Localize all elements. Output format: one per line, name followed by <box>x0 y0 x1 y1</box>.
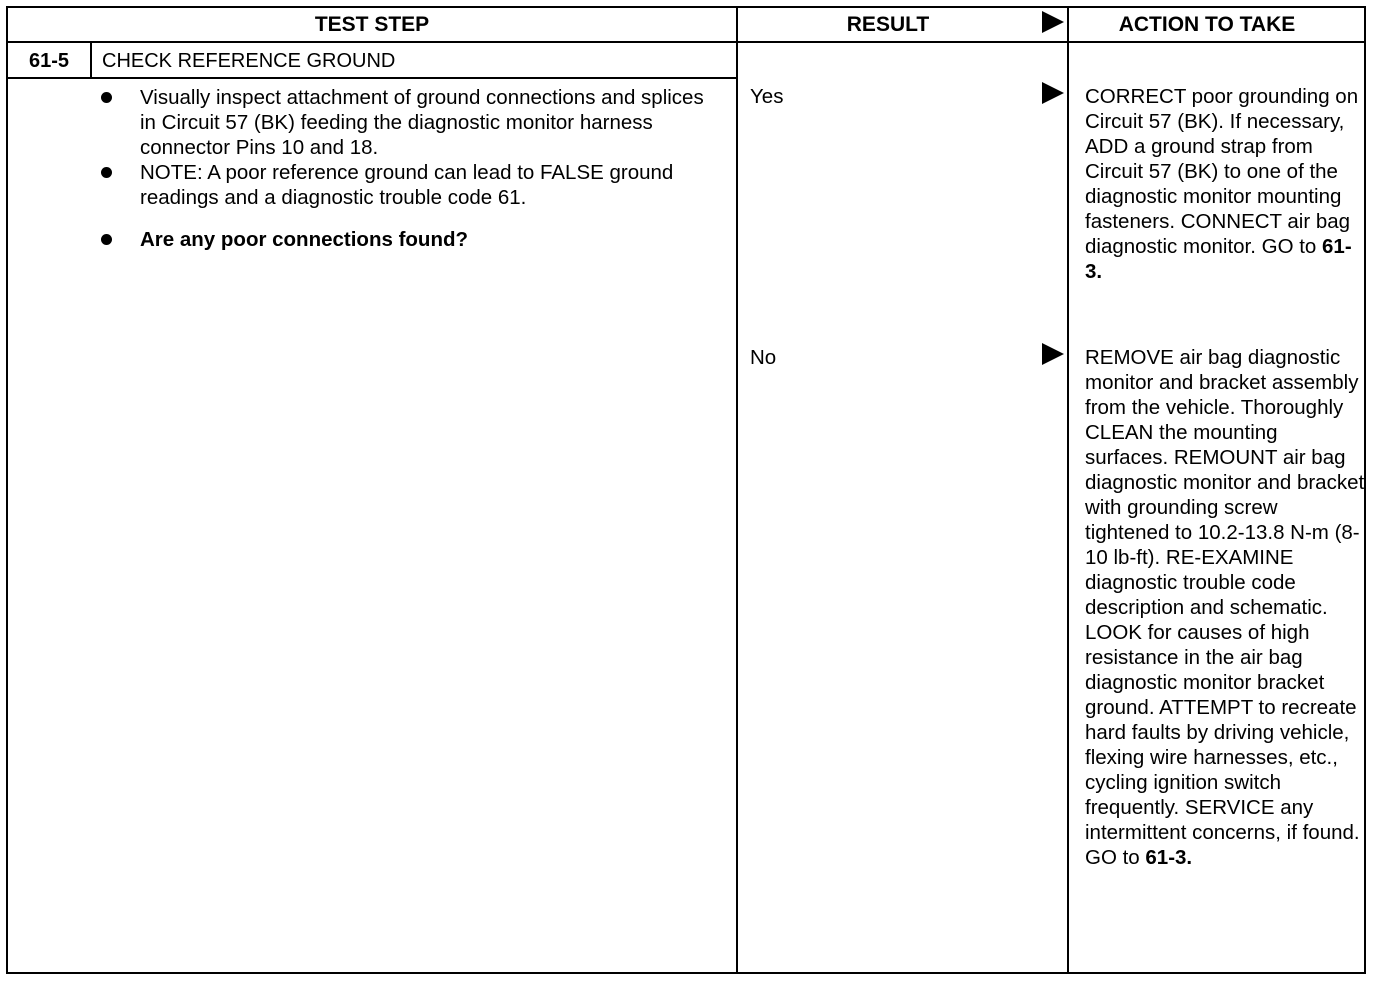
header-result: RESULT <box>846 13 930 36</box>
header-arrow-icon <box>1042 11 1064 33</box>
bullet-icon <box>101 234 112 245</box>
action-no <box>1085 345 1365 870</box>
step-number: 61-5 <box>28 49 70 72</box>
step-title-rule <box>6 77 737 79</box>
result-no: No <box>750 346 777 369</box>
column-divider-test-step <box>736 6 738 974</box>
step-instructions <box>98 85 718 252</box>
bullet-icon <box>101 92 112 103</box>
instruction-question <box>98 227 718 252</box>
step-number-divider <box>90 41 92 78</box>
step-title: CHECK REFERENCE GROUND <box>102 49 396 72</box>
result-yes-arrow-icon <box>1042 82 1064 104</box>
action-no-text: REMOVE air bag diagnostic monitor and bracket assembly from the vehicle. Thoroughly CLEAN the mounting surfaces. REMOUNT air bag diagnostic monitor and bracket with grounding screw tightened to 10.2-13.8 N-m (8-10 lb-ft). RE-EXAMINE diagnostic trouble code description and schematic. LOOK for causes of high resistance in the air bag diagnostic monitor bracket ground. ATTEMPT to recreate hard faults by driving vehicle, flexing wire harnesses, etc., cycling ignition switch frequently. SERVICE any intermittent concerns, if found. GO to <box>1085 346 1365 869</box>
question-text: Are any poor connections found? <box>140 228 469 251</box>
header-rule <box>6 41 1366 43</box>
header-action: ACTION TO TAKE <box>1118 13 1296 36</box>
result-yes: Yes <box>750 85 784 108</box>
bullet-icon <box>101 167 112 178</box>
action-yes-text: CORRECT poor grounding on Circuit 57 (BK). If necessary, ADD a ground strap from Circuit 57 (BK) to one of the diagnostic monitor mounting fasteners. CONNECT air bag diagnostic monitor. GO to <box>1085 85 1359 258</box>
header-test-step: TEST STEP <box>314 13 430 36</box>
action-no-goto: 61-3. <box>1145 846 1193 869</box>
instruction-item <box>98 160 718 210</box>
action-yes-goto: 61-3. <box>1085 235 1352 283</box>
result-no-arrow-icon <box>1042 343 1064 365</box>
action-yes <box>1085 84 1365 284</box>
column-divider-result <box>1067 6 1069 974</box>
instruction-item <box>98 85 718 160</box>
instruction-text: Visually inspect attachment of ground connections and splices in Circuit 57 (BK) feeding the diagnostic monitor harness connector Pins 10 and 18. <box>140 86 704 159</box>
instruction-text: NOTE: A poor reference ground can lead to FALSE ground readings and a diagnostic trouble code 61. <box>140 161 674 209</box>
